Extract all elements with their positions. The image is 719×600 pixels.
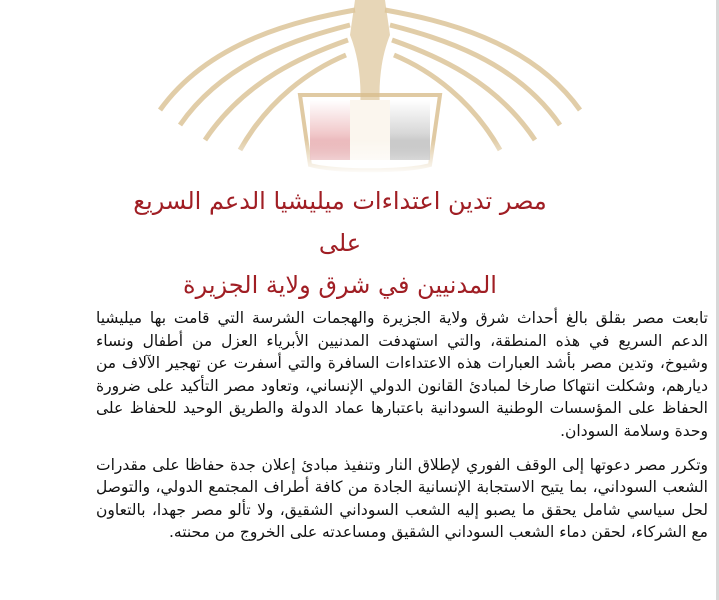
paragraph-2: وتكرر مصر دعوتها إلى الوقف الفوري لإطلاق النار وتنفيذ مبادئ إعلان جدة حفاظا على مقدرات الشعب السوداني، بما يتيح الاستجابة الإنسانية الجادة من كافة أطراف المجتمع الدولي، والتوصل لحل سياسي شامل يحقق ما يصبو إليه الشعب السوداني الشقيق، ولا تألو مصر جهدا، بالتعاون مع الشركاء، لحقن دماء الشعب السوداني الشقيق ومساعدته على الخروج من محنته. xyxy=(96,455,708,542)
document-body xyxy=(96,307,708,555)
eagle-emblem-icon xyxy=(150,0,590,175)
title-line-1: مصر تدين اعتداءات ميليشيا الدعم السريع على xyxy=(133,187,547,257)
paragraph-1: تابعت مصر بقلق بالغ أحداث شرق ولاية الجزيرة والهجمات الشرسة التي قامت بها ميليشيا الدعم السريع في هذه المنطقة، والتي استهدفت المدنيين الأبرياء العزل من أطفال ونساء وشيوخ، وتدين مصر بأشد العبارات هذه الاعتداءات السافرة والتي أسفرت عن تهجير الآلاف من ديارهم، وشكلت انتهاكا صارخا لمبادئ القانون الدولي الإنساني، وتعاود مصر التأكيد على ضرورة الحفاظ على المؤسسات الوطنية السودانية باعتبارها عماد الدولة والطريق الوحيد للحفاظ على وحدة وسلامة السودان. xyxy=(96,309,708,440)
title-line-2: المدنيين في شرق ولاية الجزيرة xyxy=(183,271,497,299)
document-title xyxy=(110,180,570,306)
